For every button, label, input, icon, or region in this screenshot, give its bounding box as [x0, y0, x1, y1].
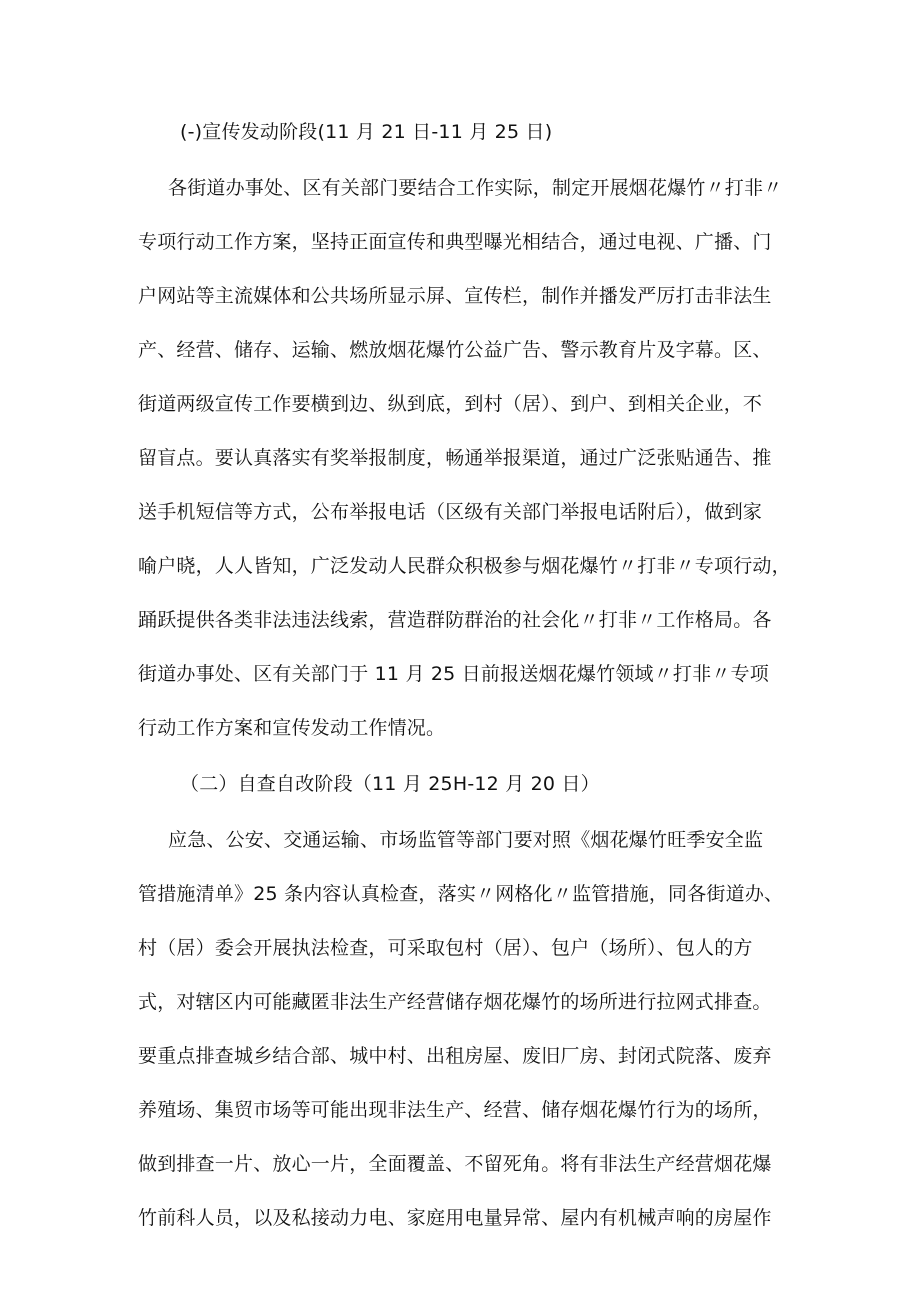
paragraph-line: 专项行动工作方案，坚持正面宣传和典型曝光相结合，通过电视、广播、门	[138, 231, 772, 253]
paragraph-line: 街道两级宣传工作要横到边、纵到底，到村（居）、到户、到相关企业，不	[138, 393, 763, 415]
paragraph-line: 村（居）委会开展执法检查，可采取包村（居）、包户（场所）、包人的方	[138, 937, 753, 959]
paragraph-line: 留盲点。要认真落实有奖举报制度，畅通举报渠道，通过广泛张贴通告、推	[138, 447, 772, 469]
paragraph-line: 管措施清单》25 条内容认真检查，落实〃网格化〃监管措施，同各街道办、	[138, 883, 784, 905]
paragraph-line: 养殖场、集贸市场等可能出现非法生产、经营、储存烟花爆竹行为的场所，	[138, 1099, 772, 1121]
paragraph-line: 竹前科人员，以及私接动力电、家庭用电量异常、屋内有机械声响的房屋作	[138, 1207, 772, 1229]
paragraph-line: 街道办事处、区有关部门于 11 月 25 日前报送烟花爆竹领域〃打非〃专项	[138, 663, 769, 685]
section-heading-1: (-)宣传发动阶段(11 月 21 日-11 月 25 日)	[180, 121, 553, 143]
paragraph-line: 户网站等主流媒体和公共场所显示屏、宣传栏，制作并播发严厉打击非法生	[138, 285, 772, 307]
paragraph-line: 行动工作方案和宣传发动工作情况。	[138, 717, 446, 739]
paragraph-line: 送手机短信等方式，公布举报电话（区级有关部门举报电话附后），做到家	[138, 501, 763, 523]
paragraph-line: 应急、公安、交通运输、市场监管等部门要对照《烟花爆竹旺季安全监	[168, 829, 764, 851]
paragraph-line: 踊跃提供各类非法违法线索，营造群防群治的社会化〃打非〃工作格局。各	[138, 609, 772, 631]
paragraph-line: 做到排查一片、放心一片，全面覆盖、不留死角。将有非法生产经营烟花爆	[138, 1153, 772, 1175]
paragraph-line: 喻户晓，人人皆知，广泛发动人民群众积极参与烟花爆竹〃打非〃专项行动，	[138, 555, 791, 577]
paragraph-line: 要重点排查城乡结合部、城中村、出租房屋、废旧厂房、封闭式院落、废弃	[138, 1045, 772, 1067]
paragraph-line: 产、经营、储存、运输、燃放烟花爆竹公益广告、警示教育片及字幕。区、	[138, 339, 772, 361]
paragraph-line: 各街道办事处、区有关部门要结合工作实际，制定开展烟花爆竹〃打非〃	[168, 177, 783, 199]
section-heading-2: （二）自查自改阶段（11 月 25H-12 月 20 日）	[180, 773, 600, 795]
paragraph-line: 式，对辖区内可能藏匿非法生产经营储存烟花爆竹的场所进行拉网式排查。	[138, 991, 772, 1013]
